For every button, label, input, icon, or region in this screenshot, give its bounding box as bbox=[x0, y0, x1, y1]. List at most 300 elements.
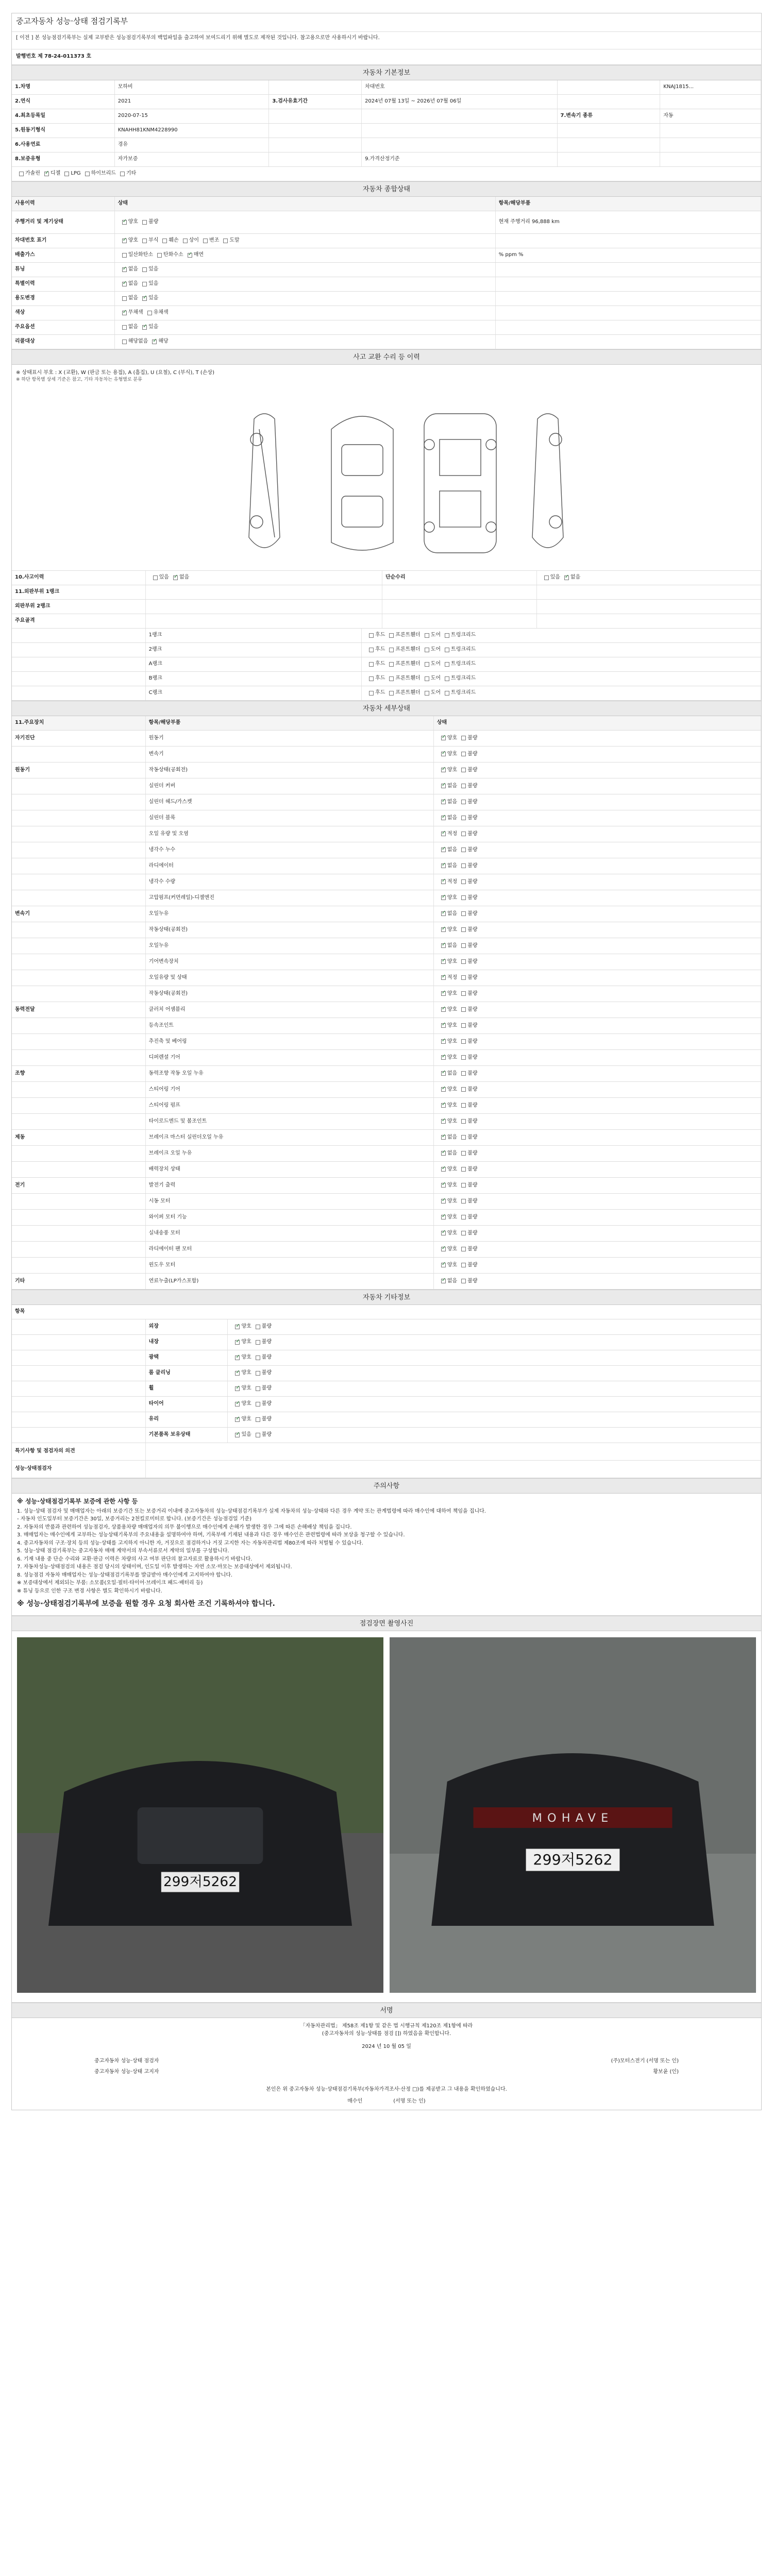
checkbox[interactable] bbox=[441, 1007, 446, 1012]
checkbox[interactable] bbox=[461, 975, 466, 980]
option-label: 불량 bbox=[467, 1278, 478, 1284]
table-row bbox=[12, 716, 761, 731]
checkbox[interactable] bbox=[142, 296, 147, 301]
summary-extra bbox=[496, 335, 761, 349]
checkbox[interactable] bbox=[445, 648, 449, 652]
checkbox[interactable] bbox=[441, 959, 446, 964]
checkbox[interactable] bbox=[441, 1263, 446, 1267]
checkbox[interactable] bbox=[256, 1371, 260, 1376]
checkbox[interactable] bbox=[122, 239, 127, 243]
field-value bbox=[362, 124, 557, 138]
checkbox[interactable] bbox=[235, 1371, 240, 1376]
detail-item: 작동상태(공회전) bbox=[146, 762, 434, 778]
checkbox[interactable] bbox=[461, 895, 466, 900]
checkbox[interactable] bbox=[461, 1055, 466, 1060]
checkbox[interactable] bbox=[235, 1433, 240, 1437]
checkbox[interactable] bbox=[544, 575, 549, 580]
checkbox[interactable] bbox=[461, 1007, 466, 1012]
checkbox[interactable] bbox=[122, 340, 127, 344]
checkbox[interactable] bbox=[256, 1402, 260, 1406]
checkbox[interactable] bbox=[153, 575, 158, 580]
option-label: 후드 bbox=[375, 690, 385, 696]
field-value: KNAJ1815... bbox=[660, 80, 761, 94]
checkbox[interactable] bbox=[461, 1279, 466, 1283]
option-item bbox=[118, 324, 138, 331]
checkbox[interactable] bbox=[461, 784, 466, 788]
option-label: 양호 bbox=[447, 767, 458, 773]
checkbox[interactable] bbox=[19, 172, 24, 176]
detail-item: 시동 모터 bbox=[146, 1194, 434, 1209]
checkbox[interactable] bbox=[142, 282, 147, 286]
table-row bbox=[12, 1066, 761, 1082]
checkbox[interactable] bbox=[441, 736, 446, 740]
table-row bbox=[12, 672, 761, 686]
table-row bbox=[12, 858, 761, 874]
checkbox[interactable] bbox=[445, 633, 449, 638]
checkbox[interactable] bbox=[441, 1183, 446, 1188]
checkbox[interactable] bbox=[461, 1167, 466, 1172]
option-label: 있음 bbox=[159, 574, 169, 580]
other-state bbox=[228, 1412, 761, 1427]
checkbox[interactable] bbox=[461, 1263, 466, 1267]
checkbox[interactable] bbox=[461, 816, 466, 820]
checkbox[interactable] bbox=[441, 784, 446, 788]
checkbox[interactable] bbox=[461, 879, 466, 884]
rank-label: C랭크 bbox=[146, 686, 362, 700]
summary-extra bbox=[496, 292, 761, 306]
summary-extra bbox=[496, 277, 761, 291]
section-damage: 사고 교환 수리 등 이력 bbox=[12, 349, 761, 365]
detail-group: 동력전달 bbox=[12, 1002, 146, 1018]
checkbox[interactable] bbox=[425, 633, 429, 638]
option-item bbox=[385, 647, 420, 653]
detail-group bbox=[12, 1162, 146, 1177]
table-row bbox=[12, 248, 761, 263]
checkbox[interactable] bbox=[44, 172, 49, 176]
table-row bbox=[12, 986, 761, 1002]
checkbox[interactable] bbox=[441, 975, 446, 980]
option-item bbox=[437, 911, 457, 918]
table-row bbox=[12, 1002, 761, 1018]
checkbox[interactable] bbox=[188, 253, 192, 258]
checkbox[interactable] bbox=[461, 943, 466, 948]
checkbox[interactable] bbox=[369, 662, 374, 667]
option-label: 불량 bbox=[261, 1416, 272, 1422]
checkbox[interactable] bbox=[122, 311, 127, 315]
checkbox[interactable] bbox=[389, 662, 394, 667]
table-row bbox=[12, 890, 761, 906]
detail-group bbox=[12, 938, 146, 954]
checkbox[interactable] bbox=[461, 863, 466, 868]
checkbox[interactable] bbox=[441, 768, 446, 772]
checkbox[interactable] bbox=[445, 691, 449, 696]
checkbox[interactable] bbox=[85, 172, 90, 176]
option-label: 후드 bbox=[375, 647, 385, 652]
checkbox[interactable] bbox=[425, 676, 429, 681]
checkbox[interactable] bbox=[235, 1402, 240, 1406]
option-label: 없음 bbox=[447, 862, 458, 869]
field-label bbox=[558, 124, 661, 138]
option-item bbox=[251, 1354, 272, 1361]
checkbox[interactable] bbox=[441, 1215, 446, 1219]
checkbox[interactable] bbox=[461, 736, 466, 740]
checkbox[interactable] bbox=[441, 1247, 446, 1251]
option-item bbox=[251, 1324, 272, 1330]
table-row bbox=[12, 197, 761, 211]
damage-label bbox=[382, 585, 537, 599]
checkbox[interactable] bbox=[425, 662, 429, 667]
detail-group bbox=[12, 826, 146, 842]
checkbox[interactable] bbox=[441, 816, 446, 820]
checkbox[interactable] bbox=[461, 1087, 466, 1092]
column-header: 11.주요장치 bbox=[12, 716, 146, 730]
checkbox[interactable] bbox=[122, 282, 127, 286]
detail-state bbox=[434, 1114, 761, 1129]
checkbox[interactable] bbox=[461, 768, 466, 772]
other-item: 외장 bbox=[146, 1319, 228, 1334]
checkbox[interactable] bbox=[461, 1135, 466, 1140]
option-item bbox=[231, 1385, 251, 1392]
checkbox[interactable] bbox=[461, 927, 466, 932]
rank-parts bbox=[362, 672, 761, 686]
checkbox[interactable] bbox=[389, 633, 394, 638]
rank-group bbox=[12, 686, 146, 700]
other-item: 휠 bbox=[146, 1381, 228, 1396]
checkbox[interactable] bbox=[441, 943, 446, 948]
detail-group: 원동기 bbox=[12, 762, 146, 778]
checkbox[interactable] bbox=[441, 848, 446, 852]
checkbox[interactable] bbox=[142, 267, 147, 272]
option-label: 불량 bbox=[467, 1166, 478, 1172]
option-label: 불량 bbox=[467, 815, 478, 821]
detail-state bbox=[434, 874, 761, 890]
option-label: 후드 bbox=[375, 675, 385, 681]
option-label: 유채색 bbox=[153, 310, 169, 315]
detail-item: 실린더 블록 bbox=[146, 810, 434, 826]
checkbox[interactable] bbox=[445, 676, 449, 681]
checkbox[interactable] bbox=[461, 1199, 466, 1204]
checkbox[interactable] bbox=[461, 911, 466, 916]
other-item: 타이어 bbox=[146, 1397, 228, 1412]
option-label: 불량 bbox=[467, 831, 478, 837]
checkbox[interactable] bbox=[122, 253, 127, 258]
option-item bbox=[118, 266, 138, 273]
option-label: 기타 bbox=[126, 171, 137, 176]
note-line: 3. 매매업자는 매수인에게 교부하는 성능상태기록부의 주요내용을 설명하여야 하며, 기록부에 기재된 내용과 다른 경우 매수인은 관련법령에 따라 보상을 청구할 수 있습니다. bbox=[17, 1532, 405, 1538]
detail-state bbox=[434, 810, 761, 826]
option-label: 일산화탄소 bbox=[128, 252, 154, 258]
option-label: 적정 bbox=[447, 878, 458, 885]
option-label: 매연 bbox=[193, 252, 204, 258]
option-label: 불량 bbox=[467, 926, 478, 933]
damage-legend: ※ 상태표시 부호 : X (교환), W (판금 또는 용접), A (흠집), U (요철), C (부식), T (손상) bbox=[16, 369, 215, 376]
checkbox[interactable] bbox=[152, 340, 157, 344]
checkbox[interactable] bbox=[147, 311, 152, 315]
checkbox[interactable] bbox=[157, 253, 162, 258]
checkbox[interactable] bbox=[256, 1417, 260, 1422]
opinion-label: 성능·상태점검자 bbox=[12, 1461, 146, 1478]
checkbox[interactable] bbox=[441, 1151, 446, 1156]
checkbox[interactable] bbox=[369, 691, 374, 696]
checkbox[interactable] bbox=[235, 1417, 240, 1422]
checkbox[interactable] bbox=[461, 1215, 466, 1219]
checkbox[interactable] bbox=[183, 239, 188, 243]
checkbox[interactable] bbox=[441, 1231, 446, 1235]
checkbox[interactable] bbox=[235, 1340, 240, 1345]
option-label: 없음 bbox=[128, 281, 139, 286]
option-item bbox=[457, 1055, 477, 1061]
checkbox[interactable] bbox=[461, 1039, 466, 1044]
checkbox[interactable] bbox=[461, 991, 466, 996]
checkbox[interactable] bbox=[122, 296, 127, 301]
option-label: 없음 bbox=[128, 295, 139, 301]
detail-state bbox=[434, 1210, 761, 1225]
option-item bbox=[231, 1370, 251, 1377]
table-row bbox=[12, 1098, 761, 1114]
checkbox[interactable] bbox=[445, 662, 449, 667]
checkbox[interactable] bbox=[461, 832, 466, 836]
checkbox[interactable] bbox=[369, 648, 374, 652]
option-item bbox=[116, 171, 136, 177]
checkbox[interactable] bbox=[256, 1340, 260, 1345]
option-label: 도어 bbox=[430, 675, 441, 681]
option-item bbox=[437, 1262, 457, 1269]
option-item bbox=[457, 735, 477, 742]
option-item bbox=[457, 1198, 477, 1205]
checkbox[interactable] bbox=[441, 1167, 446, 1172]
checkbox[interactable] bbox=[461, 1023, 466, 1028]
option-label: 불량 bbox=[467, 1134, 478, 1140]
section-summary: 자동차 종합상태 bbox=[12, 181, 761, 197]
rank-label: 2랭크 bbox=[146, 643, 362, 657]
option-label: 있음 bbox=[148, 266, 159, 272]
option-item bbox=[385, 690, 420, 697]
checkbox[interactable] bbox=[256, 1355, 260, 1360]
option-item bbox=[158, 238, 178, 244]
detail-group bbox=[12, 986, 146, 1002]
checkbox[interactable] bbox=[389, 691, 394, 696]
checkbox[interactable] bbox=[120, 172, 125, 176]
option-label: 불량 bbox=[467, 1230, 478, 1236]
checkbox[interactable] bbox=[369, 633, 374, 638]
checkbox[interactable] bbox=[441, 1135, 446, 1140]
checkbox[interactable] bbox=[162, 239, 167, 243]
checkbox[interactable] bbox=[122, 325, 127, 330]
option-label: 양호 bbox=[447, 1038, 458, 1044]
option-label: 불량 bbox=[467, 799, 478, 805]
option-label: 탄화수소 bbox=[163, 252, 183, 258]
checkbox[interactable] bbox=[461, 959, 466, 964]
detail-state bbox=[434, 890, 761, 906]
option-label: 불량 bbox=[467, 878, 478, 885]
checkbox[interactable] bbox=[441, 1103, 446, 1108]
other-item: 내장 bbox=[146, 1335, 228, 1350]
option-item bbox=[437, 991, 457, 997]
other-state bbox=[228, 1381, 761, 1396]
checkbox[interactable] bbox=[461, 1071, 466, 1076]
option-item bbox=[457, 927, 477, 934]
option-item bbox=[437, 895, 457, 902]
checkbox[interactable] bbox=[461, 1183, 466, 1188]
checkbox[interactable] bbox=[389, 648, 394, 652]
checkbox[interactable] bbox=[441, 1039, 446, 1044]
checkbox[interactable] bbox=[441, 752, 446, 756]
detail-group bbox=[12, 1034, 146, 1049]
option-label: 양호 bbox=[447, 894, 458, 901]
checkbox[interactable] bbox=[441, 1023, 446, 1028]
checkbox[interactable] bbox=[425, 691, 429, 696]
option-label: 불량 bbox=[467, 846, 478, 853]
car-diagram bbox=[12, 393, 762, 568]
option-item bbox=[231, 1339, 251, 1346]
summary-extra: 현재 주행거리 96,888 km bbox=[496, 211, 761, 233]
option-item bbox=[457, 1023, 477, 1029]
field-label: 8.보증유형 bbox=[12, 152, 115, 166]
option-item bbox=[138, 219, 158, 226]
checkbox[interactable] bbox=[203, 239, 208, 243]
checkbox[interactable] bbox=[369, 676, 374, 681]
detail-item: 변속기 bbox=[146, 747, 434, 762]
checkbox[interactable] bbox=[461, 1151, 466, 1156]
option-item bbox=[457, 847, 477, 854]
detail-item: 추진축 및 베어링 bbox=[146, 1034, 434, 1049]
checkbox[interactable] bbox=[441, 1279, 446, 1283]
option-label: 후드 bbox=[375, 661, 385, 667]
option-item bbox=[231, 1354, 251, 1361]
checkbox[interactable] bbox=[425, 648, 429, 652]
detail-group bbox=[12, 747, 146, 762]
checkbox[interactable] bbox=[173, 575, 178, 580]
option-label: 양호 bbox=[447, 1198, 458, 1204]
checkbox[interactable] bbox=[441, 800, 446, 804]
summary-state bbox=[115, 320, 496, 334]
checkbox[interactable] bbox=[64, 172, 69, 176]
option-label: 불량 bbox=[467, 1182, 478, 1188]
checkbox[interactable] bbox=[142, 220, 147, 225]
checkbox[interactable] bbox=[461, 848, 466, 852]
detail-table bbox=[12, 716, 761, 1290]
detail-item: 고압펌프(커먼레일)-디젤엔진 bbox=[146, 890, 434, 906]
checkbox[interactable] bbox=[441, 911, 446, 916]
checkbox[interactable] bbox=[461, 1119, 466, 1124]
option-item bbox=[457, 975, 477, 981]
rear-brand: MOHAVE bbox=[532, 1811, 614, 1825]
option-label: 없음 bbox=[179, 574, 190, 580]
damage-legend-2: ※ 하단 항목별 상세 기준은 참고, 기타 자동차는 유형별로 분류 bbox=[16, 377, 142, 383]
detail-item: 실내송풍 모터 bbox=[146, 1226, 434, 1241]
checkbox[interactable] bbox=[441, 863, 446, 868]
option-item bbox=[437, 1246, 457, 1253]
checkbox[interactable] bbox=[389, 676, 394, 681]
signature-row bbox=[12, 2056, 761, 2067]
checkbox[interactable] bbox=[461, 1103, 466, 1108]
checkbox[interactable] bbox=[441, 895, 446, 900]
checkbox[interactable] bbox=[441, 879, 446, 884]
checkbox[interactable] bbox=[441, 1055, 446, 1060]
checkbox[interactable] bbox=[441, 1087, 446, 1092]
detail-state bbox=[434, 858, 761, 874]
detail-item: 오일유량 및 상태 bbox=[146, 970, 434, 986]
table-row bbox=[12, 1210, 761, 1226]
column-header: 항목 bbox=[12, 1305, 761, 1319]
detail-state bbox=[434, 1226, 761, 1241]
option-label: 불량 bbox=[467, 1054, 478, 1060]
option-item bbox=[457, 1039, 477, 1045]
checkbox[interactable] bbox=[122, 267, 127, 272]
checkbox[interactable] bbox=[235, 1325, 240, 1329]
damage-diagram bbox=[12, 365, 761, 571]
checkbox[interactable] bbox=[235, 1386, 240, 1391]
checkbox[interactable] bbox=[142, 239, 147, 243]
table-row bbox=[12, 95, 761, 109]
checkbox[interactable] bbox=[461, 1247, 466, 1251]
checkbox[interactable] bbox=[441, 1071, 446, 1076]
detail-group bbox=[12, 922, 146, 938]
rank-group bbox=[12, 643, 146, 657]
field-value: 자동 bbox=[660, 109, 761, 123]
checkbox[interactable] bbox=[223, 239, 228, 243]
checkbox[interactable] bbox=[461, 752, 466, 756]
detail-group bbox=[12, 1146, 146, 1161]
option-label: 양호 bbox=[241, 1416, 251, 1422]
checkbox[interactable] bbox=[441, 832, 446, 836]
table-row bbox=[12, 1412, 761, 1428]
option-item bbox=[457, 1071, 477, 1077]
table-row bbox=[12, 810, 761, 826]
option-label: 프론트휀더 bbox=[395, 661, 421, 667]
option-item bbox=[385, 661, 420, 668]
detail-group bbox=[12, 954, 146, 970]
checkbox[interactable] bbox=[235, 1355, 240, 1360]
checkbox[interactable] bbox=[441, 1199, 446, 1204]
table-row bbox=[12, 167, 761, 181]
checkbox[interactable] bbox=[564, 575, 569, 580]
option-item bbox=[153, 252, 183, 259]
detail-state bbox=[434, 1258, 761, 1273]
option-label: 양호 bbox=[447, 1262, 458, 1268]
option-item bbox=[118, 252, 153, 259]
table-row bbox=[12, 306, 761, 320]
rear-plate: 299저5262 bbox=[533, 1851, 613, 1868]
checkbox[interactable] bbox=[256, 1386, 260, 1391]
checkbox[interactable] bbox=[441, 1119, 446, 1124]
summary-label: 튜닝 bbox=[12, 263, 115, 277]
detail-item: 오일누유 bbox=[146, 906, 434, 922]
option-label: 없음 bbox=[447, 799, 458, 805]
option-item bbox=[60, 171, 80, 177]
checkbox[interactable] bbox=[122, 220, 127, 225]
detail-state bbox=[434, 1002, 761, 1018]
option-label: 하이브리드 bbox=[91, 171, 116, 176]
checkbox[interactable] bbox=[461, 1231, 466, 1235]
detail-item: 디퍼렌셜 기어 bbox=[146, 1050, 434, 1065]
checkbox[interactable] bbox=[256, 1433, 260, 1437]
option-item bbox=[118, 281, 138, 287]
rank-label: A랭크 bbox=[146, 657, 362, 671]
option-label: 불량 bbox=[467, 767, 478, 773]
option-item bbox=[437, 767, 457, 774]
summary-state bbox=[115, 211, 496, 233]
checkbox[interactable] bbox=[461, 800, 466, 804]
checkbox[interactable] bbox=[441, 991, 446, 996]
option-item bbox=[437, 975, 457, 981]
option-item bbox=[437, 751, 457, 758]
summary-state bbox=[115, 263, 496, 277]
damage-state bbox=[537, 600, 761, 614]
checkbox[interactable] bbox=[256, 1325, 260, 1329]
checkbox[interactable] bbox=[142, 325, 147, 330]
checkbox[interactable] bbox=[441, 927, 446, 932]
